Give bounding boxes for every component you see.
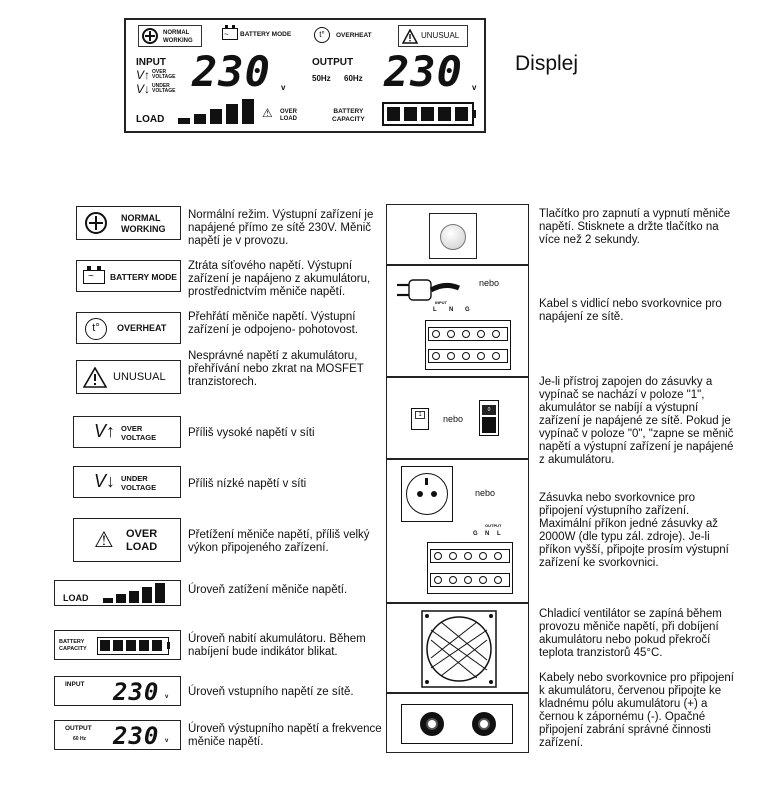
battery-terminal-positive [420, 712, 444, 736]
input-label: INPUT [65, 681, 85, 688]
battery-sine-icon: ~ [222, 28, 238, 40]
battery-mode-label: BATTERY MODE [110, 272, 177, 282]
input-unit: v [165, 694, 169, 700]
overheat-label: OVERHEAT [117, 323, 167, 333]
under-label: UNDER [152, 83, 170, 89]
fan-description: Chladicí ventilátor se zapíná během provozu měniče napětí, při dobíjení akumulátoru nebo pokud překročí teplota tranzistorů 45°C. [539, 608, 722, 659]
capacity-label: CAPACITY [59, 646, 87, 652]
over-label: OVER [121, 424, 143, 433]
v-up-arrow-icon: V↑ [94, 421, 116, 441]
battery-sine-icon: ~ [83, 270, 105, 284]
over-load-label-2: LOAD [126, 541, 158, 553]
battery-terminal-description: Kabely nebo svorkovnice pro připojení k akumulátoru, červenou připojte ke kladnému pólu akumulátoru (+) a černou k zápornému (-). Opačné připojení zabrání správné činnosti zařízení. [539, 672, 734, 749]
overload-icon: ⚠ [94, 527, 114, 552]
output-voltage-value: 230 [384, 47, 463, 96]
overheat-description: Přehřátí měniče napětí. Výstupní zařízení je odpojeno- pohotovost. [188, 311, 359, 336]
plug-icon [395, 270, 461, 310]
rocker-switch-0[interactable] [479, 400, 499, 436]
output-terminal-label: OUTPUT [485, 523, 502, 528]
input-voltage-value: 230 [192, 47, 271, 96]
under-voltage-icon-box [73, 466, 181, 498]
lcd-display [124, 18, 486, 133]
overheat-icon-box [76, 312, 181, 344]
normal-label: NORMAL [121, 213, 161, 223]
output-unit: v [472, 83, 477, 92]
power-button-panel [386, 204, 529, 265]
overload-icon: ⚠ [262, 106, 273, 120]
fan-grille-icon [421, 610, 497, 688]
load-label: LOAD [63, 593, 89, 603]
output-terminal-block [427, 542, 513, 594]
over-load-indicator [262, 106, 317, 126]
battery-capacity-gauge [382, 102, 474, 126]
unusual-label: UNUSUAL [113, 371, 166, 383]
over-voltage-indicator [136, 70, 186, 82]
output-label: OUTPUT [312, 57, 354, 68]
nebo-label-1: nebo [479, 278, 500, 288]
voltage-label-2: VOLTAGE [121, 483, 157, 492]
over-load-label-1: OVER [280, 109, 298, 115]
normal-working-icon-box [76, 206, 181, 240]
over-load-description: Přetížení měniče napětí, příliš velký výkon připojeného zařízení. [188, 529, 370, 554]
output-socket-description: Zásuvka nebo svorkovnice pro připojení výstupního zařízení. Maximální příkon jedné zásuvky až 2000W (dle typu zál. zdroje). Je-li příkon vyšší, připojte prosím výstupní zařízení ke svorkovnici. [539, 492, 729, 569]
terminal-n-label: N [449, 307, 454, 313]
battery-label: BATTERY [59, 639, 85, 645]
unusual-label: UNUSUAL [421, 31, 460, 40]
input-terminal-block [425, 320, 511, 370]
output-description: Úroveň výstupního napětí a frekvence měniče napětí. [188, 723, 382, 748]
unusual-icon-box [76, 360, 181, 394]
load-label: LOAD [136, 114, 165, 125]
out-terminal-n-label: N [485, 531, 490, 537]
input-connection-panel [386, 265, 529, 377]
display-title: Displej [515, 52, 579, 75]
normal-label: NORMAL [163, 30, 190, 36]
over-voltage-icon-box [73, 416, 181, 448]
input-voltage-value: 230 [113, 678, 160, 706]
voltage-label: VOLTAGE [152, 74, 176, 80]
battery-capacity-description: Úroveň nabití akumulátoru. Během nabíjení bude indikátor blikat. [188, 633, 366, 658]
unusual-description: Nesprávné napětí z akumulátoru, přehřívání nebo zkrat na MOSFET tranzistorech. [188, 350, 364, 388]
out-terminal-g-label: G [473, 531, 478, 537]
under-label: UNDER [121, 474, 148, 483]
thermometer-icon: t° [85, 318, 107, 340]
load-description: Úroveň zatížení měniče napětí. [188, 584, 348, 596]
battery-mode-label: BATTERY MODE [240, 31, 292, 38]
v-up-arrow-icon: V↑ [136, 68, 151, 82]
input-unit: v [281, 83, 286, 92]
warning-icon [83, 367, 107, 388]
v-down-arrow-icon: V↓ [94, 471, 116, 491]
over-load-label-1: OVER [126, 528, 158, 540]
nebo-label-3: nebo [475, 488, 496, 498]
overheat-label: OVERHEAT [336, 32, 372, 39]
voltage-label-2: VOLTAGE [152, 88, 176, 94]
freq-50-label: 50Hz [312, 74, 331, 83]
over-load-label-2: LOAD [280, 116, 297, 122]
battery-terminal-negative [472, 712, 496, 736]
input-connection-description: Kabel s vidlicí nebo svorkovnice pro napájení ze sítě. [539, 298, 722, 323]
input-label: INPUT [136, 57, 166, 68]
battery-capacity-icon-box [54, 630, 181, 660]
terminal-g-label: G [465, 307, 470, 313]
unusual-indicator [398, 25, 468, 47]
overheat-indicator [314, 25, 394, 47]
normal-description: Normální režim. Výstupní zařízení je napájené přímo ze sítě 230V. Měnič napětí je v provozu. [188, 209, 374, 247]
battery-mode-description: Ztráta síťového napětí. Výstupní zařízení je napájeno z akumulátoru, prostřednictvím měniče napětí. [188, 260, 371, 298]
switch-1-label: 1 [415, 411, 425, 419]
switch-description: Je-li přístroj zapojen do zásuvky a vypínač se nachází v poloze "1", akumulátor se nabíjí a výstupní zařízení je napájené ze sítě. Pokud je vypínač v poloze "0", "zapne se měnič napětí a výstupní zařízení je napájené z akumulátoru. [539, 376, 734, 466]
battery-label: BATTERY [333, 108, 364, 115]
output-icon-box [54, 720, 181, 750]
plus-circle-icon [85, 212, 107, 234]
switch-0-label: 0 [482, 405, 496, 415]
freq-label: 60 Hz [73, 736, 87, 742]
v-down-arrow-icon: V↓ [136, 82, 151, 96]
power-button[interactable] [429, 213, 477, 259]
terminal-l-label: L [433, 307, 437, 313]
warning-icon [402, 29, 418, 44]
socket-outlet [401, 466, 453, 522]
under-voltage-description: Příliš nízké napětí v síti [188, 478, 307, 490]
fan-panel [386, 603, 529, 693]
capacity-label: CAPACITY [332, 116, 365, 123]
over-voltage-description: Příliš vysoké napětí v síti [188, 427, 315, 439]
input-icon-box [54, 676, 181, 706]
voltage-label: VOLTAGE [121, 433, 157, 442]
out-terminal-l-label: L [497, 531, 501, 537]
over-label: OVER [152, 69, 167, 75]
under-voltage-indicator [136, 84, 186, 96]
battery-terminal-panel [386, 693, 529, 753]
power-button-description: Tlačítko pro zapnutí a vypnutí měniče napětí. Stisknete a držte tlačítko na více než 2 sekundy. [539, 208, 731, 246]
plus-circle-icon [142, 28, 158, 44]
input-description: Úroveň vstupního napětí ze sítě. [188, 686, 354, 698]
thermometer-icon: t° [314, 27, 330, 43]
battery-capacity-gauge [97, 637, 169, 655]
rocker-switch-1[interactable] [411, 408, 429, 430]
output-label: OUTPUT [65, 725, 92, 732]
freq-60-label: 60Hz [344, 74, 363, 83]
battery-mode-indicator [220, 26, 300, 46]
normal-working-indicator [138, 25, 202, 47]
output-unit: v [165, 738, 169, 744]
working-label: WORKING [121, 224, 166, 234]
output-voltage-value: 230 [113, 722, 160, 750]
switch-panel [386, 377, 529, 459]
nebo-label-2: nebo [443, 414, 464, 424]
working-label: WORKING [163, 38, 193, 44]
battery-mode-icon-box [76, 260, 181, 292]
load-icon-box [54, 580, 181, 606]
over-load-icon-box [73, 518, 181, 562]
input-terminal-label: INPUT [435, 300, 447, 305]
output-socket-panel [386, 459, 529, 603]
